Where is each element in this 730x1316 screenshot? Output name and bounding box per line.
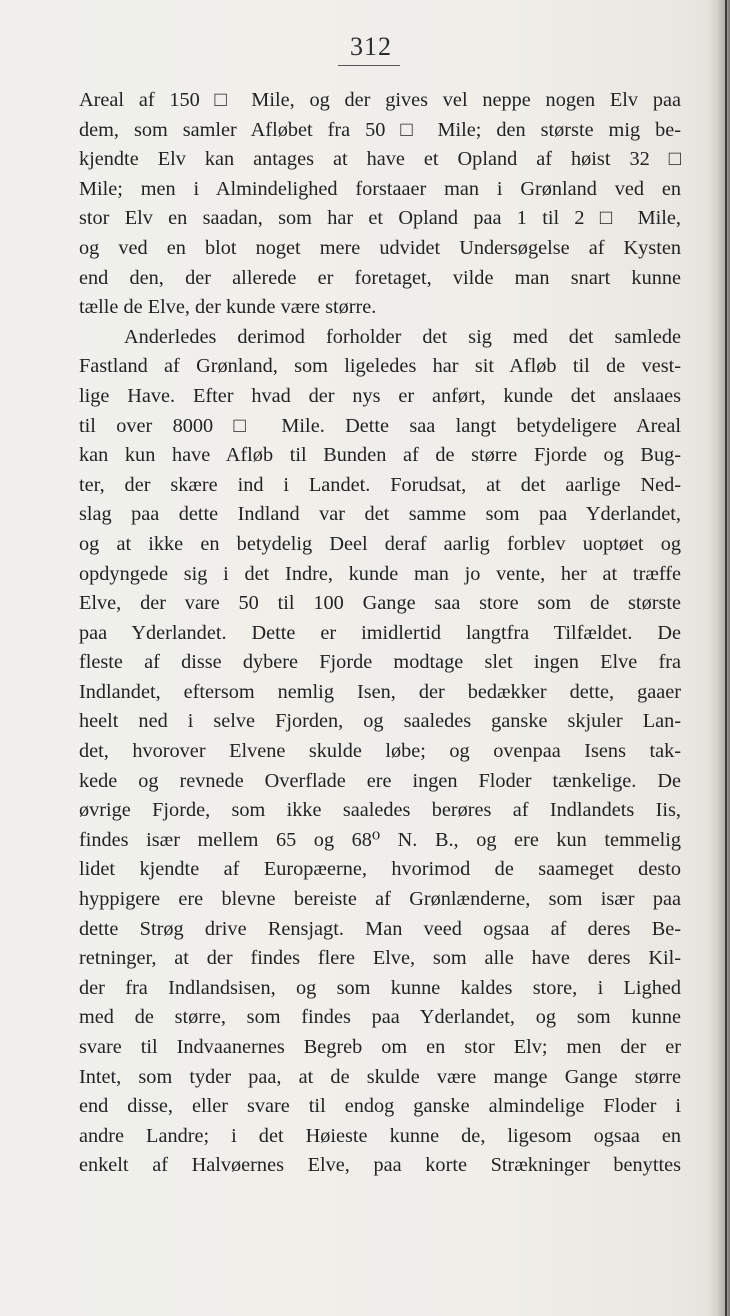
text-line: heelt ned i selve Fjorden, og saaledes ganske skjuler Lan- <box>79 710 681 733</box>
text-line: og at ikke en betydelig Deel deraf aarlig forblev uoptøet og <box>79 532 681 555</box>
text-line: svare til Indvaanernes Begreb om en stor Elv; men der er <box>79 1036 681 1058</box>
page-edge-line <box>725 0 727 1316</box>
text-line: Areal af 150 □ Mile, og der gives vel neppe nogen Elv paa <box>79 89 681 111</box>
text-line: end den, der allerede er foretaget, vilde man snart kunne <box>79 266 681 289</box>
text-line: findes især mellem 65 og 68⁰ N. B., og ere kun temmelig <box>79 828 681 851</box>
page-number-rule <box>338 65 400 66</box>
text-line: stor Elv en saadan, som har et Opland paa 1 til 2 □ Mile, <box>79 207 681 230</box>
text-line: Intet, som tyder paa, at de skulde være mange Gange større <box>79 1065 681 1088</box>
text-line: paa Yderlandet. Dette er imidlertid langtfra Tilfældet. De <box>79 621 681 644</box>
text-line: slag paa dette Indland var det samme som paa Yderlandet, <box>79 503 681 526</box>
text-line: andre Landre; i det Høieste kunne de, ligesom ogsaa en <box>79 1124 681 1147</box>
text-line: der fra Indlandsisen, og som kunne kaldes store, i Lighed <box>79 976 681 999</box>
text-line: opdyngede sig i det Indre, kunde man jo vente, her at træffe <box>79 562 681 585</box>
text-line: øvrige Fjorde, som ikke saaledes berøres af Indlandets Iis, <box>79 799 681 822</box>
text-line: Elve, der vare 50 til 100 Gange saa store som de største <box>79 592 681 615</box>
text-line: Indlandet, eftersom nemlig Isen, der bedækker dette, gaaer <box>79 680 681 703</box>
text-line: dette Strøg drive Rensjagt. Man veed ogsaa af deres Be- <box>79 917 681 940</box>
text-line: det, hvorover Elvene skulde løbe; og ovenpaa Isens tak- <box>79 740 681 763</box>
text-line: til over 8000 □ Mile. Dette saa langt betydeligere Areal <box>79 414 681 437</box>
text-line: Mile; men i Almindelighed forstaaer man i Grønland ved en <box>79 177 681 200</box>
text-line: retninger, at der findes flere Elve, som alle have deres Kil- <box>79 947 681 970</box>
text-line: kan kun have Afløb til Bunden af de større Fjorde og Bug- <box>79 444 681 467</box>
text-line: med de større, som findes paa Yderlandet, og som kunne <box>79 1006 681 1029</box>
text-line: dem, som samler Afløbet fra 50 □ Mile; den største mig be- <box>79 118 681 141</box>
text-line: kjendte Elv kan antages at have et Opland af høist 32 □ <box>79 148 681 171</box>
text-line: fleste af disse dybere Fjorde modtage slet ingen Elve fra <box>79 651 681 674</box>
body-text <box>79 86 681 1181</box>
text-line: lidet kjendte af Europæerne, hvorimod de saameget desto <box>79 858 681 881</box>
text-line: ter, der skære ind i Landet. Forudsat, at det aarlige Ned- <box>79 473 681 496</box>
text-line: tælle de Elve, der kunde være større. <box>79 296 377 319</box>
text-line: og ved en blot noget mere udvidet Undersøgelse af Kysten <box>79 236 681 259</box>
page-number: 312 <box>350 32 392 61</box>
text-line: hyppigere ere blevne bereiste af Grønlænderne, som især paa <box>79 888 681 911</box>
text-line: end disse, eller svare til endog ganske almindelige Floder i <box>79 1095 681 1118</box>
text-line: kede og revnede Overflade ere ingen Floder tænkelige. De <box>79 769 681 792</box>
text-line: lige Have. Efter hvad der nys er anført, kunde det anslaaes <box>79 384 681 407</box>
text-line: Fastland af Grønland, som ligeledes har sit Afløb til de vest- <box>79 355 681 378</box>
text-line: Anderledes derimod forholder det sig med det samlede <box>124 325 681 348</box>
text-line: enkelt af Halvøernes Elve, paa korte Strækninger benyttes <box>79 1154 681 1177</box>
